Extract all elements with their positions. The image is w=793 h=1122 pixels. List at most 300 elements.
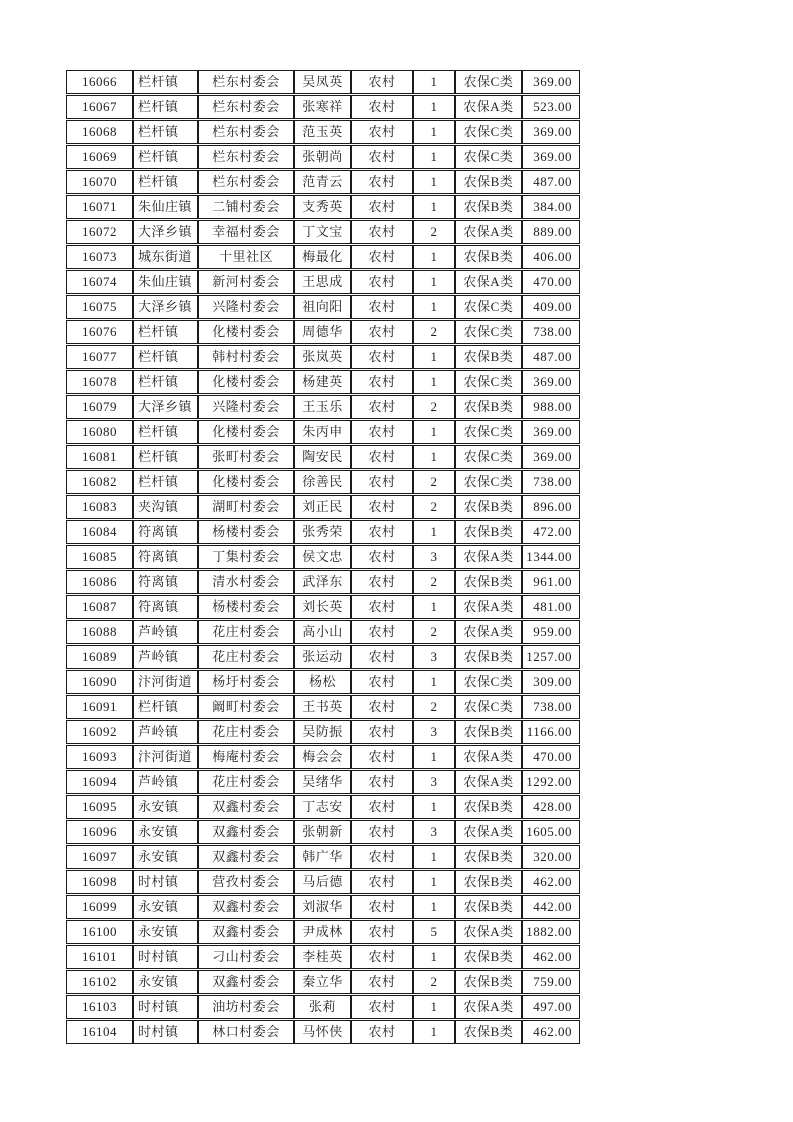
- cell-person-count: 1: [413, 445, 455, 469]
- cell-serial-number: 16067: [66, 95, 133, 119]
- cell-person-count: 1: [413, 145, 455, 169]
- cell-residence-type: 农村: [351, 345, 413, 369]
- cell-serial-number: 16070: [66, 170, 133, 194]
- cell-amount: 487.00: [522, 170, 580, 194]
- cell-person-count: 2: [413, 570, 455, 594]
- cell-town: 栏杆镇: [133, 95, 198, 119]
- cell-insurance-category: 农保C类: [455, 420, 522, 444]
- cell-serial-number: 16098: [66, 870, 133, 894]
- cell-serial-number: 16084: [66, 520, 133, 544]
- table-row: [66, 95, 580, 119]
- cell-residence-type: 农村: [351, 495, 413, 519]
- cell-village-committee: 杨楼村委会: [198, 595, 294, 619]
- cell-person-count: 5: [413, 920, 455, 944]
- cell-person-count: 1: [413, 245, 455, 269]
- cell-person-name: 范玉英: [294, 120, 351, 144]
- cell-person-count: 2: [413, 395, 455, 419]
- cell-residence-type: 农村: [351, 570, 413, 594]
- cell-residence-type: 农村: [351, 945, 413, 969]
- cell-amount: 320.00: [522, 845, 580, 869]
- cell-town: 永安镇: [133, 845, 198, 869]
- cell-person-name: 梅会会: [294, 745, 351, 769]
- cell-person-name: 张朝尚: [294, 145, 351, 169]
- cell-town: 大泽乡镇: [133, 220, 198, 244]
- cell-serial-number: 16087: [66, 595, 133, 619]
- cell-residence-type: 农村: [351, 595, 413, 619]
- cell-person-name: 李桂英: [294, 945, 351, 969]
- cell-residence-type: 农村: [351, 145, 413, 169]
- table-row: [66, 895, 580, 919]
- cell-town: 汴河街道: [133, 670, 198, 694]
- cell-person-count: 1: [413, 120, 455, 144]
- cell-residence-type: 农村: [351, 795, 413, 819]
- table-row: [66, 370, 580, 394]
- cell-serial-number: 16100: [66, 920, 133, 944]
- cell-amount: 1882.00: [522, 920, 580, 944]
- cell-person-count: 1: [413, 370, 455, 394]
- cell-amount: 988.00: [522, 395, 580, 419]
- cell-amount: 738.00: [522, 320, 580, 344]
- cell-insurance-category: 农保C类: [455, 145, 522, 169]
- cell-serial-number: 16072: [66, 220, 133, 244]
- cell-amount: 1344.00: [522, 545, 580, 569]
- cell-insurance-category: 农保C类: [455, 670, 522, 694]
- cell-person-count: 2: [413, 470, 455, 494]
- cell-town: 栏杆镇: [133, 695, 198, 719]
- cell-serial-number: 16080: [66, 420, 133, 444]
- cell-residence-type: 农村: [351, 870, 413, 894]
- cell-person-name: 韩广华: [294, 845, 351, 869]
- cell-amount: 1605.00: [522, 820, 580, 844]
- table-row: [66, 620, 580, 644]
- cell-person-count: 1: [413, 670, 455, 694]
- cell-serial-number: 16103: [66, 995, 133, 1019]
- cell-village-committee: 花庄村委会: [198, 645, 294, 669]
- cell-village-committee: 丁集村委会: [198, 545, 294, 569]
- cell-residence-type: 农村: [351, 170, 413, 194]
- cell-residence-type: 农村: [351, 895, 413, 919]
- table-row: [66, 345, 580, 369]
- cell-insurance-category: 农保A类: [455, 270, 522, 294]
- table-row: [66, 570, 580, 594]
- table-row: [66, 645, 580, 669]
- cell-village-committee: 油坊村委会: [198, 995, 294, 1019]
- cell-town: 永安镇: [133, 895, 198, 919]
- table-row: [66, 670, 580, 694]
- cell-person-count: 1: [413, 270, 455, 294]
- cell-village-committee: 幸福村委会: [198, 220, 294, 244]
- cell-town: 符离镇: [133, 545, 198, 569]
- cell-insurance-category: 农保B类: [455, 870, 522, 894]
- cell-town: 符离镇: [133, 520, 198, 544]
- cell-person-name: 梅最化: [294, 245, 351, 269]
- cell-amount: 959.00: [522, 620, 580, 644]
- cell-town: 栏杆镇: [133, 345, 198, 369]
- cell-village-committee: 兴隆村委会: [198, 295, 294, 319]
- cell-insurance-category: 农保C类: [455, 445, 522, 469]
- cell-amount: 1292.00: [522, 770, 580, 794]
- cell-person-count: 1: [413, 520, 455, 544]
- cell-village-committee: 双鑫村委会: [198, 920, 294, 944]
- cell-town: 栏杆镇: [133, 320, 198, 344]
- cell-amount: 369.00: [522, 370, 580, 394]
- cell-serial-number: 16099: [66, 895, 133, 919]
- cell-village-committee: 化楼村委会: [198, 420, 294, 444]
- cell-serial-number: 16074: [66, 270, 133, 294]
- cell-insurance-category: 农保B类: [455, 645, 522, 669]
- cell-person-name: 祖向阳: [294, 295, 351, 319]
- cell-insurance-category: 农保A类: [455, 620, 522, 644]
- cell-residence-type: 农村: [351, 995, 413, 1019]
- cell-serial-number: 16075: [66, 295, 133, 319]
- cell-person-name: 张运动: [294, 645, 351, 669]
- cell-insurance-category: 农保A类: [455, 220, 522, 244]
- cell-village-committee: 清水村委会: [198, 570, 294, 594]
- cell-serial-number: 16079: [66, 395, 133, 419]
- cell-village-committee: 栏东村委会: [198, 95, 294, 119]
- cell-residence-type: 农村: [351, 270, 413, 294]
- cell-town: 大泽乡镇: [133, 295, 198, 319]
- cell-insurance-category: 农保B类: [455, 345, 522, 369]
- cell-village-committee: 韩村村委会: [198, 345, 294, 369]
- cell-person-name: 高小山: [294, 620, 351, 644]
- cell-town: 栏杆镇: [133, 370, 198, 394]
- cell-serial-number: 16083: [66, 495, 133, 519]
- cell-person-count: 3: [413, 720, 455, 744]
- cell-insurance-category: 农保A类: [455, 95, 522, 119]
- cell-town: 时村镇: [133, 1020, 198, 1044]
- cell-insurance-category: 农保B类: [455, 520, 522, 544]
- cell-person-count: 1: [413, 795, 455, 819]
- table-row: [66, 270, 580, 294]
- cell-residence-type: 农村: [351, 445, 413, 469]
- cell-amount: 384.00: [522, 195, 580, 219]
- cell-village-committee: 阚町村委会: [198, 695, 294, 719]
- cell-amount: 1257.00: [522, 645, 580, 669]
- cell-town: 永安镇: [133, 795, 198, 819]
- cell-town: 符离镇: [133, 570, 198, 594]
- cell-person-name: 刘长英: [294, 595, 351, 619]
- cell-amount: 470.00: [522, 270, 580, 294]
- cell-insurance-category: 农保C类: [455, 320, 522, 344]
- cell-person-count: 1: [413, 895, 455, 919]
- cell-person-count: 2: [413, 320, 455, 344]
- cell-amount: 309.00: [522, 670, 580, 694]
- cell-town: 时村镇: [133, 870, 198, 894]
- cell-insurance-category: 农保C类: [455, 120, 522, 144]
- cell-residence-type: 农村: [351, 220, 413, 244]
- cell-residence-type: 农村: [351, 70, 413, 94]
- cell-village-committee: 花庄村委会: [198, 770, 294, 794]
- cell-town: 时村镇: [133, 995, 198, 1019]
- table-row: [66, 920, 580, 944]
- cell-serial-number: 16094: [66, 770, 133, 794]
- cell-insurance-category: 农保A类: [455, 595, 522, 619]
- cell-residence-type: 农村: [351, 470, 413, 494]
- cell-serial-number: 16066: [66, 70, 133, 94]
- cell-person-count: 1: [413, 745, 455, 769]
- cell-residence-type: 农村: [351, 745, 413, 769]
- cell-town: 栏杆镇: [133, 170, 198, 194]
- cell-village-committee: 栏东村委会: [198, 70, 294, 94]
- table-row: [66, 220, 580, 244]
- table-row: [66, 70, 580, 94]
- cell-amount: 369.00: [522, 70, 580, 94]
- cell-town: 时村镇: [133, 945, 198, 969]
- cell-person-name: 支秀英: [294, 195, 351, 219]
- cell-serial-number: 16068: [66, 120, 133, 144]
- cell-person-name: 吴绪华: [294, 770, 351, 794]
- cell-town: 大泽乡镇: [133, 395, 198, 419]
- cell-serial-number: 16071: [66, 195, 133, 219]
- cell-residence-type: 农村: [351, 1020, 413, 1044]
- cell-village-committee: 花庄村委会: [198, 620, 294, 644]
- cell-residence-type: 农村: [351, 420, 413, 444]
- cell-village-committee: 刁山村委会: [198, 945, 294, 969]
- cell-village-committee: 林口村委会: [198, 1020, 294, 1044]
- cell-insurance-category: 农保C类: [455, 695, 522, 719]
- table-row: [66, 995, 580, 1019]
- cell-village-committee: 张町村委会: [198, 445, 294, 469]
- cell-person-count: 2: [413, 970, 455, 994]
- cell-person-count: 1: [413, 195, 455, 219]
- cell-town: 栏杆镇: [133, 420, 198, 444]
- cell-residence-type: 农村: [351, 370, 413, 394]
- cell-amount: 406.00: [522, 245, 580, 269]
- cell-amount: 497.00: [522, 995, 580, 1019]
- cell-person-count: 1: [413, 95, 455, 119]
- cell-amount: 487.00: [522, 345, 580, 369]
- cell-amount: 369.00: [522, 120, 580, 144]
- cell-person-count: 1: [413, 995, 455, 1019]
- cell-amount: 889.00: [522, 220, 580, 244]
- table-row: [66, 745, 580, 769]
- cell-insurance-category: 农保B类: [455, 1020, 522, 1044]
- cell-serial-number: 16091: [66, 695, 133, 719]
- cell-town: 芦岭镇: [133, 720, 198, 744]
- cell-village-committee: 杨圩村委会: [198, 670, 294, 694]
- cell-person-name: 武泽东: [294, 570, 351, 594]
- cell-person-name: 秦立华: [294, 970, 351, 994]
- table-row: [66, 845, 580, 869]
- cell-amount: 369.00: [522, 420, 580, 444]
- cell-residence-type: 农村: [351, 645, 413, 669]
- cell-insurance-category: 农保B类: [455, 845, 522, 869]
- cell-town: 栏杆镇: [133, 470, 198, 494]
- cell-residence-type: 农村: [351, 770, 413, 794]
- cell-amount: 472.00: [522, 520, 580, 544]
- cell-serial-number: 16093: [66, 745, 133, 769]
- cell-person-name: 丁文宝: [294, 220, 351, 244]
- cell-residence-type: 农村: [351, 845, 413, 869]
- cell-serial-number: 16086: [66, 570, 133, 594]
- cell-serial-number: 16081: [66, 445, 133, 469]
- cell-person-count: 3: [413, 545, 455, 569]
- cell-person-name: 尹成林: [294, 920, 351, 944]
- cell-person-count: 1: [413, 595, 455, 619]
- cell-insurance-category: 农保B类: [455, 945, 522, 969]
- cell-insurance-category: 农保C类: [455, 370, 522, 394]
- cell-insurance-category: 农保B类: [455, 170, 522, 194]
- cell-person-name: 王玉乐: [294, 395, 351, 419]
- cell-village-committee: 梅庵村委会: [198, 745, 294, 769]
- cell-amount: 428.00: [522, 795, 580, 819]
- cell-amount: 523.00: [522, 95, 580, 119]
- cell-town: 栏杆镇: [133, 120, 198, 144]
- cell-residence-type: 农村: [351, 395, 413, 419]
- cell-town: 栏杆镇: [133, 145, 198, 169]
- table-row: [66, 470, 580, 494]
- cell-residence-type: 农村: [351, 95, 413, 119]
- cell-person-count: 2: [413, 495, 455, 519]
- cell-town: 汴河街道: [133, 745, 198, 769]
- cell-village-committee: 十里社区: [198, 245, 294, 269]
- cell-insurance-category: 农保B类: [455, 570, 522, 594]
- table-row: [66, 720, 580, 744]
- cell-serial-number: 16073: [66, 245, 133, 269]
- cell-insurance-category: 农保A类: [455, 920, 522, 944]
- cell-serial-number: 16101: [66, 945, 133, 969]
- cell-residence-type: 农村: [351, 295, 413, 319]
- cell-insurance-category: 农保B类: [455, 895, 522, 919]
- cell-insurance-category: 农保A类: [455, 770, 522, 794]
- table-row: [66, 795, 580, 819]
- cell-amount: 369.00: [522, 145, 580, 169]
- cell-town: 芦岭镇: [133, 620, 198, 644]
- cell-residence-type: 农村: [351, 670, 413, 694]
- cell-village-committee: 二铺村委会: [198, 195, 294, 219]
- table-row: [66, 495, 580, 519]
- cell-residence-type: 农村: [351, 520, 413, 544]
- cell-town: 永安镇: [133, 970, 198, 994]
- cell-insurance-category: 农保A类: [455, 995, 522, 1019]
- cell-person-count: 1: [413, 1020, 455, 1044]
- cell-amount: 896.00: [522, 495, 580, 519]
- cell-town: 永安镇: [133, 920, 198, 944]
- cell-village-committee: 双鑫村委会: [198, 845, 294, 869]
- cell-insurance-category: 农保B类: [455, 970, 522, 994]
- cell-person-count: 3: [413, 770, 455, 794]
- cell-serial-number: 16097: [66, 845, 133, 869]
- cell-amount: 961.00: [522, 570, 580, 594]
- cell-person-name: 吴防振: [294, 720, 351, 744]
- cell-person-name: 范青云: [294, 170, 351, 194]
- cell-serial-number: 16095: [66, 795, 133, 819]
- cell-serial-number: 16076: [66, 320, 133, 344]
- table-row: [66, 320, 580, 344]
- cell-village-committee: 杨楼村委会: [198, 520, 294, 544]
- table-row: [66, 1020, 580, 1044]
- cell-residence-type: 农村: [351, 820, 413, 844]
- cell-person-count: 1: [413, 295, 455, 319]
- cell-insurance-category: 农保B类: [455, 720, 522, 744]
- cell-residence-type: 农村: [351, 695, 413, 719]
- table-row: [66, 695, 580, 719]
- cell-town: 永安镇: [133, 820, 198, 844]
- cell-residence-type: 农村: [351, 245, 413, 269]
- cell-serial-number: 16069: [66, 145, 133, 169]
- table-row: [66, 295, 580, 319]
- cell-person-name: 周德华: [294, 320, 351, 344]
- table-row: [66, 120, 580, 144]
- cell-village-committee: 双鑫村委会: [198, 820, 294, 844]
- cell-person-count: 3: [413, 645, 455, 669]
- cell-residence-type: 农村: [351, 320, 413, 344]
- table-row: [66, 170, 580, 194]
- cell-residence-type: 农村: [351, 545, 413, 569]
- cell-residence-type: 农村: [351, 195, 413, 219]
- cell-person-name: 张朝新: [294, 820, 351, 844]
- cell-residence-type: 农村: [351, 970, 413, 994]
- cell-town: 朱仙庄镇: [133, 195, 198, 219]
- cell-amount: 759.00: [522, 970, 580, 994]
- cell-person-name: 侯文忠: [294, 545, 351, 569]
- table-row: [66, 520, 580, 544]
- cell-town: 夹沟镇: [133, 495, 198, 519]
- cell-serial-number: 16092: [66, 720, 133, 744]
- cell-village-committee: 营孜村委会: [198, 870, 294, 894]
- table-row: [66, 820, 580, 844]
- cell-residence-type: 农村: [351, 720, 413, 744]
- cell-person-name: 张寒祥: [294, 95, 351, 119]
- cell-town: 符离镇: [133, 595, 198, 619]
- cell-person-count: 1: [413, 70, 455, 94]
- cell-town: 芦岭镇: [133, 645, 198, 669]
- table-row: [66, 945, 580, 969]
- records-table: [66, 69, 580, 1045]
- cell-person-name: 马怀侠: [294, 1020, 351, 1044]
- cell-village-committee: 双鑫村委会: [198, 970, 294, 994]
- cell-insurance-category: 农保A类: [455, 820, 522, 844]
- cell-village-committee: 兴隆村委会: [198, 395, 294, 419]
- cell-person-name: 杨松: [294, 670, 351, 694]
- cell-serial-number: 16078: [66, 370, 133, 394]
- cell-serial-number: 16090: [66, 670, 133, 694]
- cell-insurance-category: 农保B类: [455, 195, 522, 219]
- cell-person-name: 王书英: [294, 695, 351, 719]
- cell-insurance-category: 农保C类: [455, 70, 522, 94]
- cell-person-name: 杨建英: [294, 370, 351, 394]
- cell-village-committee: 栏东村委会: [198, 120, 294, 144]
- cell-amount: 462.00: [522, 945, 580, 969]
- cell-insurance-category: 农保A类: [455, 745, 522, 769]
- cell-town: 栏杆镇: [133, 445, 198, 469]
- cell-person-name: 刘淑华: [294, 895, 351, 919]
- cell-village-committee: 双鑫村委会: [198, 895, 294, 919]
- cell-amount: 738.00: [522, 470, 580, 494]
- cell-person-count: 1: [413, 420, 455, 444]
- cell-insurance-category: 农保B类: [455, 245, 522, 269]
- cell-village-committee: 化楼村委会: [198, 470, 294, 494]
- cell-person-count: 2: [413, 620, 455, 644]
- cell-village-committee: 栏东村委会: [198, 145, 294, 169]
- table-row: [66, 545, 580, 569]
- cell-person-name: 张秀荣: [294, 520, 351, 544]
- table-row: [66, 970, 580, 994]
- cell-person-count: 1: [413, 345, 455, 369]
- cell-person-name: 张岚英: [294, 345, 351, 369]
- cell-village-committee: 新河村委会: [198, 270, 294, 294]
- table-row: [66, 420, 580, 444]
- cell-person-name: 徐善民: [294, 470, 351, 494]
- cell-village-committee: 栏东村委会: [198, 170, 294, 194]
- cell-insurance-category: 农保C类: [455, 295, 522, 319]
- cell-person-name: 吴凤英: [294, 70, 351, 94]
- cell-person-count: 2: [413, 220, 455, 244]
- cell-person-name: 王思成: [294, 270, 351, 294]
- cell-serial-number: 16077: [66, 345, 133, 369]
- table-row: [66, 395, 580, 419]
